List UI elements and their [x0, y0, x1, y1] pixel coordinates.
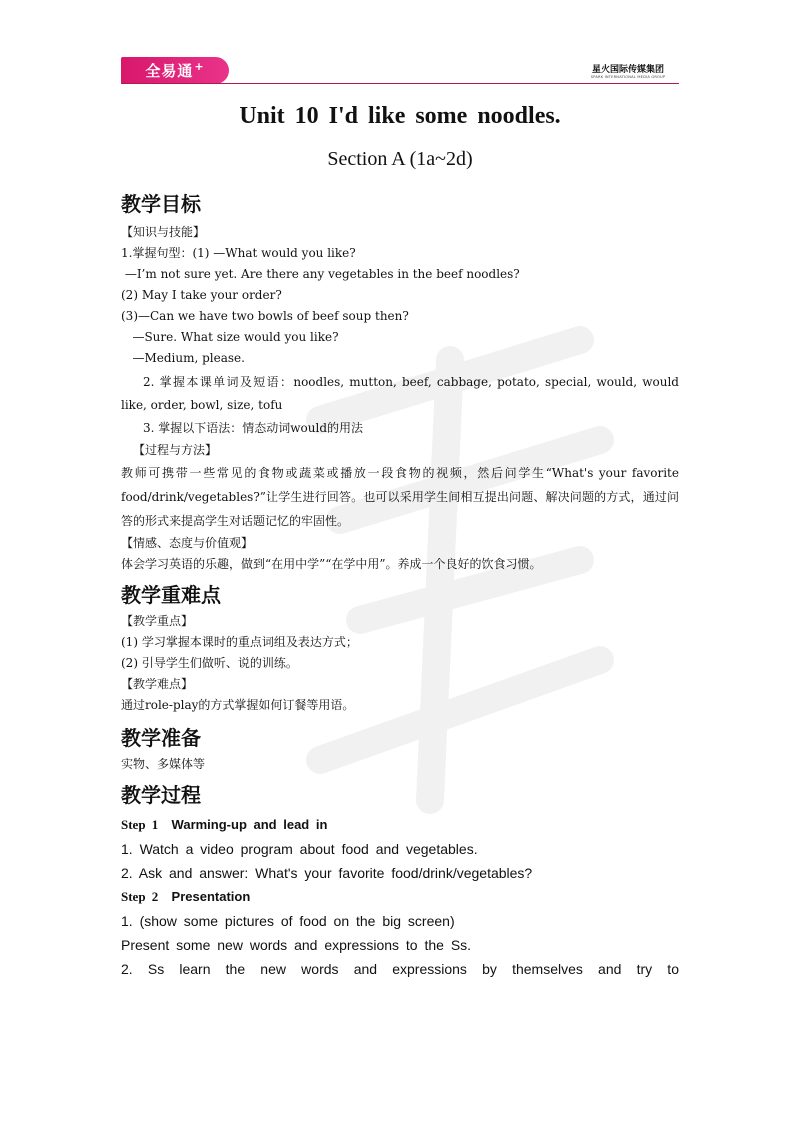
sentence-line: (2) May I take your order? [121, 288, 282, 302]
emotion-text: 体会学习英语的乐趣，做到“在用中学”“在学中用”。养成一个良好的饮食习惯。 [121, 557, 542, 571]
brand-logo [121, 57, 229, 84]
step-item: Present some new words and expressions to the Ss. [121, 937, 472, 953]
key-points-heading: 教学重难点 [121, 583, 221, 607]
step-1-title: Warming-up and lead in [171, 817, 328, 832]
vocab-line: 2. 掌握本课单词及短语：noodles, mutton, beef, cabbage, potato, special, would, would like, order, bowl, size, tofu [121, 375, 679, 412]
page-title: Unit 10 I'd like some noodles. [239, 103, 561, 129]
goals-heading: 教学目标 [121, 192, 201, 216]
focus-label: 【教学重点】 [121, 614, 194, 628]
step-2-title: Presentation [171, 889, 251, 904]
header-divider [121, 83, 679, 84]
step-item: 1. (show some pictures of food on the big screen) [121, 913, 455, 929]
logo-text: 全易通 [145, 62, 194, 80]
preparation-heading: 教学准备 [121, 726, 201, 750]
preparation-text: 实物、多媒体等 [121, 757, 206, 771]
step-item: 2. Ss learn the new words and expressions by themselves and try to [121, 961, 679, 977]
knowledge-label: 【知识与技能】 [121, 225, 206, 239]
step-2-label: Step 2 [121, 889, 159, 904]
sentence-line: —Medium, please. [121, 351, 245, 365]
step-item: 1. Watch a video program about food and vegetables. [121, 841, 478, 857]
step-1-label: Step 1 [121, 817, 159, 832]
process-label: 【过程与方法】 [133, 443, 218, 457]
step-1-heading [121, 813, 679, 837]
page-subtitle: Section A (1a~2d) [327, 148, 473, 170]
document-body [121, 190, 679, 981]
step-2-heading [121, 885, 679, 909]
sentence-line: —I’m not sure yet. Are there any vegetables in the beef noodles? [121, 267, 520, 281]
publisher-mark [580, 62, 676, 79]
focus-item: (2) 引导学生们做听、说的训练。 [121, 656, 298, 670]
process-text: 教师可携带一些常见的食物或蔬菜或播放一段食物的视频，然后问学生“What's your favorite food/drink/vegetables?”让学生进行回答。也可以采用学生间相互提出问题、解决问题的方式，通过问答的形式来提高学生对话题记忆的牢固性。 [121, 466, 679, 528]
difficulty-label: 【教学难点】 [121, 677, 194, 691]
procedure-heading: 教学过程 [121, 783, 201, 807]
sentence-line: 1.掌握句型：(1) —What would you like? [121, 246, 356, 260]
sentence-line: (3)—Can we have two bowls of beef soup then? [121, 309, 409, 323]
difficulty-text: 通过role-play的方式掌握如何订餐等用语。 [121, 698, 355, 712]
grammar-line: 3. 掌握以下语法：情态动词would的用法 [143, 421, 364, 435]
logo-plus: + [194, 60, 205, 73]
publisher-name-en: SPARK INTERNATIONAL MEDIA GROUP [590, 75, 666, 79]
publisher-name-cn: 星火国际传媒集团 [591, 65, 664, 75]
emotion-label: 【情感、态度与价值观】 [121, 536, 254, 550]
focus-item: (1) 学习掌握本课时的重点词组及表达方式； [121, 635, 358, 649]
step-item: 2. Ask and answer: What's your favorite food/drink/vegetables? [121, 865, 533, 881]
sentence-line: —Sure. What size would you like? [121, 330, 339, 344]
